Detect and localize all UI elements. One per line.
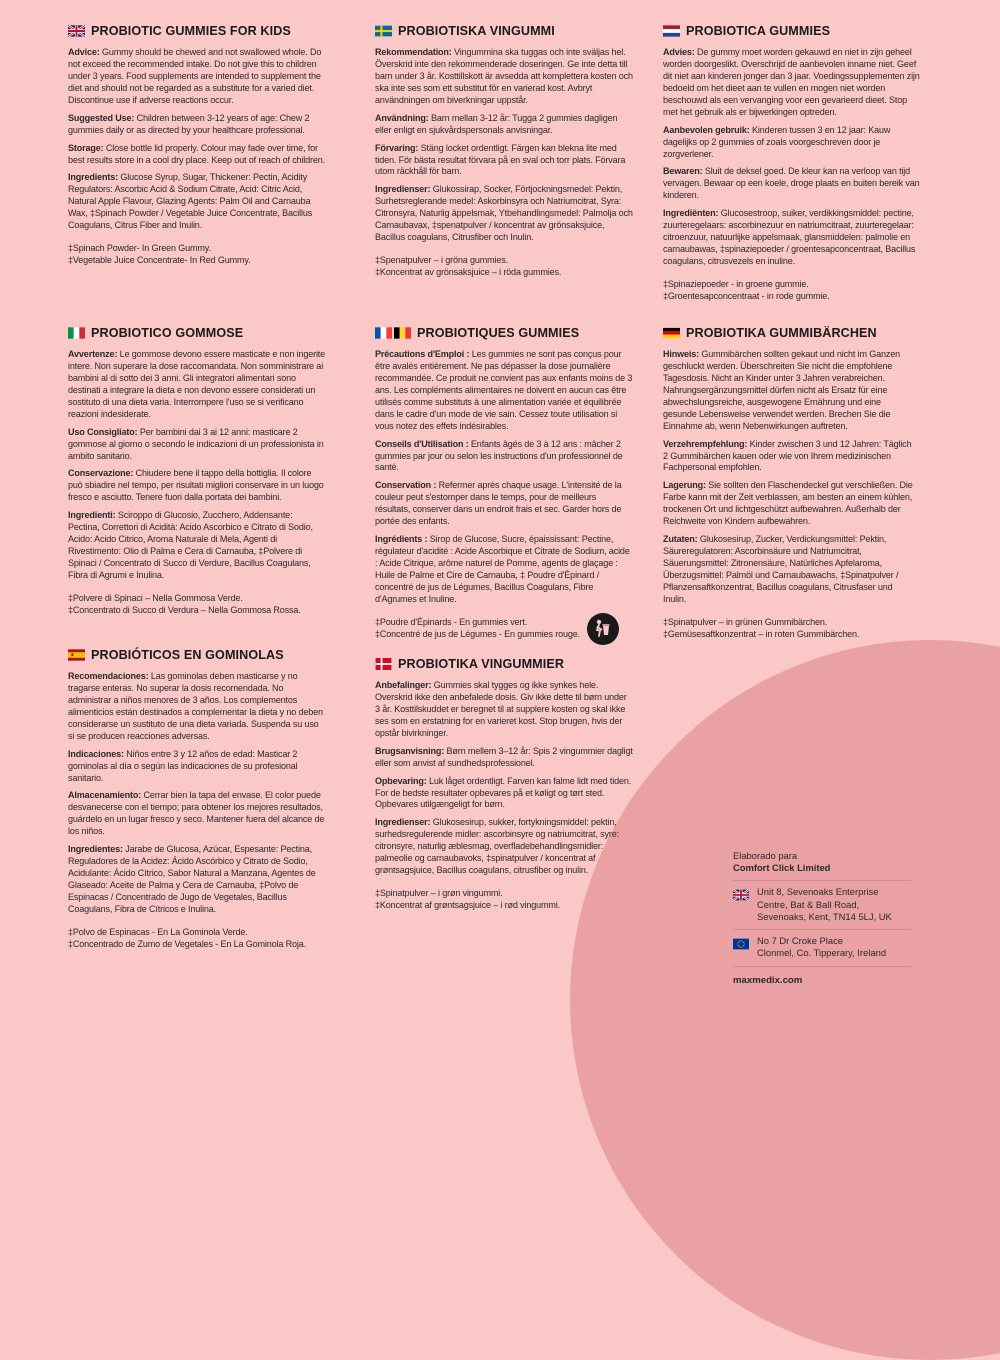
info-text: Las gominolas deben masticarse y no tragarse enteras. No superar la dosis recomendada. No administrar a niños menores de 3 años. Los complementos alimenticios están destinados a complementar la dieta y no deben considerarse un sustituto de una dieta variada. Suspenda su uso si se producen reacciones adversas. [68,671,323,741]
section-france [375,326,633,641]
manufacturer-block [733,850,913,986]
info-label: Ingrédients : [375,534,428,545]
info-paragraph [375,47,633,107]
uk-flag-icon [68,25,85,37]
flags [375,658,392,670]
info-label: Conservation : [375,480,437,491]
section-italy [68,326,326,617]
info-text: Kinder zwischen 3 und 12 Jahren: Täglich 2 Gummibärchen kauen oder wie von Ihrem medizinischen Fachpersonal empfohlen. [663,438,912,473]
info-text: Gummies skal tygges og ikke synkes hele. Overskrid ikke den anbefalede dosis. Giv ikke dette til børn under 3 år. Kosttilskuddet er beregnet til at supplere kosten og skal ikke ses som en erstatning for en varieret kost. Stop brugen, hvis der opstår bivirkninger. [375,680,627,738]
info-paragraph [375,534,633,606]
info-paragraph [68,427,326,463]
footnote: ‡Concentré de jus de Légumes - En gummies rouge. [375,628,581,639]
uk-address-line: Sevenoaks, Kent, TN14 5LJ, UK [757,910,892,922]
info-label: Ingredientes: [68,844,123,855]
info-label: Ingredienser: [375,184,431,195]
info-label: Ingredienser: [375,817,431,828]
info-text: Gummibärchen sollten gekaut und nicht im Ganzen geschluckt werden. Überschreiten Sie nicht die empfohlene Tagesdosis. Nicht an Kinder unter 3 Jahren verabreichen. Nahrungsergänzungsmittel dürfen nicht als Ersatz für eine abwechslungsreiche, ausgewogene Ernährung und eine gesunde Lebensweise verwendet werden. Brechen Sie die Einnahme ab, wenn Nebenwirkungen auftreten. [663,349,900,431]
info-paragraph [68,47,326,107]
tidyman-recycle-icon [587,613,619,645]
info-text: Sirop de Glucose, Sucre, épaississant: Pectine, régulateur d'acidité : Acide Ascorbique et Citrate de Sodium, acide : Acide Citrique, arôme naturel de Pomme, agents de glaçage : Huile de Palme et Cire de Carnauba, ‡ Poudre d'Épinard / concentré de jus de Légumes, Bacillus Coagulans, Fibre d'Agrumes et Inuline. [375,534,630,604]
section-title [68,326,326,340]
info-label: Hinweis: [663,349,699,359]
info-paragraph [663,208,921,268]
flags [68,327,85,339]
section-title [375,326,633,340]
info-paragraph [68,468,326,504]
info-text: Sluit de deksel goed. De kleur kan na verloop van tijd vervagen. Bewaar op een koele, droge plaats en buiten bereik van kinderen. [663,166,920,201]
info-paragraph [68,143,326,167]
info-label: Storage: [68,142,104,153]
info-text: Chiudere bene il tappo della bottiglia. Il colore può sbiadire nel tempo, per risultati migliori conservare in un luogo fresco e asciutto. Tenere fuori dalla portata dei bambini. [68,468,324,503]
info-text: Per bambini dai 3 ai 12 anni: masticare 2 gommose al giorno o secondo le indicazioni di un professionista in ambito sanitario. [68,426,324,461]
flags [68,25,85,37]
info-paragraph [663,480,915,528]
info-paragraph [375,817,633,877]
info-label: Précautions d'Emploi : [375,349,470,359]
uk-address [733,886,913,923]
info-label: Uso Consigliato: [68,426,138,437]
info-text: Le gommose devono essere masticate e non ingerite intere. Non superare la dose raccomandata. Non somministrare ai bambini al di sotto dei 3 anni. Gli integratori alimentari sono destinati a integrare la dieta e non devono essere considerati un sostituto di una dieta varia. Interrompere l'uso se si verificano reazioni indesiderate. [68,349,326,419]
info-label: Användning: [375,112,429,123]
section-netherlands [663,24,921,303]
info-text: Vingummina ska tuggas och inte sväljas hel. Överskrid inte den rekommenderade doseringen. Ge inte detta till barn under 3 år. Kosttillskott är avsedda att komplettera kosten och ska inte ses som ett substitut för en varierad kost. Avbryt användningen om biverkningar uppstår. [375,47,633,105]
info-label: Rekommendation: [375,47,452,57]
info-paragraph [663,534,915,606]
spain-flag-icon [68,649,85,661]
info-paragraph [663,349,915,433]
footnote: ‡Spinach Powder- In Green Gummy. [68,243,211,254]
info-paragraph [375,776,633,812]
footnote: ‡Concentrato di Succo di Verdura – Nella Gommosa Rossa. [68,604,301,615]
flags [375,327,411,339]
ie-address-line: No 7 Dr Croke Place [757,935,843,947]
info-label: Ingredienti: [68,510,116,521]
italy-flag-icon [68,327,85,339]
info-paragraph [68,749,326,785]
info-label: Lagerung: [663,480,706,491]
info-text: Glucose Syrup, Sugar, Thickener: Pectin, Acidity Regulators: Ascorbic Acid & Sodium Citrate, Acid: Citric Acid, Natural Apple Flavour, Glazing Agents: Palm Oil and Carnauba Wax, ‡Spinach Powder / Vegetable Juice Concentrate, Bacillus Coagulans, Citrus Fiber and Inulin. [68,172,313,231]
denmark-flag-icon [375,658,392,670]
company-name: Comfort Click Limited [733,862,831,874]
info-paragraph [663,47,921,119]
info-paragraph [375,184,633,244]
footnote: ‡Spinatpulver – i grøn vingummi. [375,888,503,899]
info-paragraph [68,510,326,582]
info-paragraph [68,349,326,421]
footnote: ‡Concentrado de Zumo de Vegetales - En La Gominola Roja. [68,938,307,949]
info-label: Opbevaring: [375,775,427,786]
info-paragraph [375,439,633,475]
section-title [663,24,921,38]
info-label: Brugsanvisning: [375,745,445,756]
info-text: Glukosesirup, sukker, fortykningsmiddel: pektin, surhedsregulerende midler: ascorbinsyre og natriumcitrat, syre: citronsyre, naturlig æblesmag, overfladebehandlingsmidler: palmeolie og carnaubavoks, ‡spinatpulver / koncentrat af grøntsagsjuice, Bacillus coagulans, citrusfiber og inulin. [375,817,619,876]
eu-flag-icon [733,938,749,950]
section-title-text: PROBIOTIC GUMMIES FOR KIDS [91,24,291,38]
divider [733,880,911,881]
belgium-flag-icon [394,327,411,339]
info-text: Children between 3-12 years of age: Chew 2 gummies daily or as directed by your healthcare professional. [68,112,310,135]
info-text: Sciroppo di Glucosio, Zucchero, Addensante: Pectina, Correttori di Acidità: Acido Ascorbico e Citrato di Sodio, Acido: Acido Citrico, Aroma Naturale di Mela, Agenti di Rivestimento: Olio di Palma e Cera di Carnauba, ‡Polvere di Spinaci / Concentrato di Succo di Verdure, Bacillus Coagulans, Fibra di Agrumi e Inulina. [68,510,313,580]
ie-address-line: Clonmel, Co. Tipperary, Ireland [757,947,887,959]
footnote: ‡Polvere di Spinaci – Nella Gommosa Verde. [68,592,243,603]
netherlands-flag-icon [663,25,680,37]
info-paragraph [68,790,326,838]
footnote: ‡Spinaziepoeder - in groene gummie. [663,278,809,289]
flags [68,649,85,661]
info-text: Stäng locket ordentligt. Färgen kan blekna lite med tiden. För bästa resultat förvara på en sval och torr plats. Förvara utom räckhåll för barn. [375,142,626,177]
info-text: Enfants âgés de 3 à 12 ans : mâcher 2 gummies par jour ou selon les instructions d'un professionnel de santé. [375,438,623,473]
france-flag-icon [375,327,392,339]
footnote: ‡Polvo de Espinacas - En La Gominola Verde. [68,926,248,937]
info-text: Kinderen tussen 3 en 12 jaar: Kauw dagelijks op 2 gummies of zoals voorgeschreven door je zorgverlener. [663,124,891,159]
info-label: Almacenamiento: [68,790,142,801]
info-text: Niños entre 3 y 12 años de edad: Masticar 2 gominolas al día o según las indicaciones de su profesional sanitario. [68,748,298,783]
ie-address [733,935,913,959]
info-text: Luk låget ordentligt. Farven kan falme lidt med tiden. For de bedste resultater opbevares på et køligt og tørt sted. Opbevares utilgængeligt for børn. [375,775,632,810]
info-text: Børn mellem 3–12 år: Spis 2 vingummier dagligt eller som anvist af sundhedsprofessionel. [375,745,633,768]
info-text: Refermer après chaque usage. L'intensité de la couleur peut s'estomper dans le temps, pour de meilleurs résultats, conserver dans un endroit frais et sec. Garder hors de portée des enfants. [375,480,622,527]
info-text: Gummy should be chewed and not swallowed whole. Do not exceed the recommended intake. Do not give this to children under 3 years. Food supplements are intended to supplement the diet and should not be regarded as a substitute for a varied diet. Discontinue use if adverse reactions occur. [68,47,322,105]
divider [733,966,911,967]
footnote: ‡Spinatpulver – in grünen Gummibärchen. [663,616,828,627]
section-title-text: PROBIOTICO GOMMOSE [91,326,244,340]
section-title [68,24,326,38]
info-label: Ingrediënten: [663,208,719,219]
footnote: ‡Koncentrat av grönsaksjuice – i röda gummies. [375,267,562,277]
section-title-text: PROBIOTIKA VINGUMMIER [398,657,565,671]
footnote: ‡Gemüsesaftkonzentrat – in roten Gummibärchen. [663,628,860,639]
info-paragraph [375,480,633,528]
section-title [663,326,915,340]
flags [663,327,680,339]
flags [663,25,680,37]
germany-flag-icon [663,327,680,339]
info-label: Advice: [68,47,100,57]
info-label: Aanbevolen gebruik: [663,124,750,135]
info-paragraph [375,746,633,770]
divider [733,929,911,930]
website-link[interactable]: maxmedix.com [733,974,803,986]
footnote: ‡Groentesapconcentraat - in rode gummie. [663,290,830,301]
info-label: Anbefalinger: [375,680,432,690]
footnote: ‡Koncentrat af grøntsagsjuice – i rød vingummi. [375,900,561,910]
info-label: Suggested Use: [68,112,135,123]
info-paragraph [68,113,326,137]
info-text: Glucosestroop, suiker, verdikkingsmiddel: pectine, zuurteregelaars: ascorbinezuur en natriumcitraat, zuurteregelaar: citroenzuur, natuurlijke appelsmaak, glansmiddelen: palmolie en carnaubawas, ‡spinaziepoeder / groentesapconcentraat, Bacillus coagulans, citrusvezels en inuline. [663,208,916,266]
info-label: Zutaten: [663,534,698,545]
made-for-label: Elaborado para [733,850,798,861]
info-label: Bewaren: [663,166,703,177]
section-title [68,648,326,662]
info-text: Glukossirap, Socker, Förtjockningsmedel: Pektin, Surhetsreglerande medel: Askorbinsyra och Natriumcitrat, Syra: Citronsyra, Naturlig äppelsmak, Ytbehandlingsmedel: Palmolja och Carnaubavax, ‡spenatpulver / koncentrat av grönsaksjuice, Bacillus coagulans, Citrusfiber och Inulin. [375,184,633,243]
uk-address-line: Centre, Bat & Ball Road, [757,898,860,910]
info-text: Barn mellan 3-12 år: Tugga 2 gummies dagligen eller enligt en sjukvårdspersonals anvisningar. [375,112,618,135]
info-label: Recomendaciones: [68,671,149,681]
info-paragraph [68,172,326,232]
section-title [375,657,633,671]
footnote: ‡Vegetable Juice Concentrate- In Red Gummy. [68,255,251,266]
info-label: Ingredients: [68,172,118,183]
info-label: Avvertenze: [68,349,118,359]
section-uk [68,24,326,267]
info-label: Verzehrempfehlung: [663,438,748,449]
info-text: De gummy moet worden gekauwd en niet in zijn geheel worden doorgeslikt. Overschrijd de aanbevolen inname niet. Geef dit niet aan kinderen jonger dan 3 jaar. Voedingssupplementen zijn bedoeld om het dieet aan te vullen en mogen niet worden beschouwd als een vervanging voor een gevarieerd dieet. Stop met het gebruik als er bijwerkingen optreden. [663,47,920,117]
info-paragraph [375,680,633,740]
info-label: Advies: [663,47,695,57]
section-sweden [375,24,633,279]
info-paragraph [375,143,633,179]
sweden-flag-icon [375,25,392,37]
footnote: ‡Poudre d'Épinards - En gummies vert. [375,616,528,627]
footnote: ‡Spenatpulver – i gröna gummies. [375,255,508,266]
info-text: Cerrar bien la tapa del envase. El color puede desvanecerse con el tiempo; para obtener los mejores resultados, guárdelo en un lugar fresco y seco. Mantener fuera del alcance de los niños. [68,790,325,837]
info-text: Close bottle lid properly. Colour may fade over time, for best results store in a cool dry place. Keep out of reach of children. [68,142,326,165]
section-title-text: PROBIOTIKA GUMMIBÄRCHEN [686,326,877,340]
uk-flag-icon [733,889,749,901]
section-denmark [375,657,633,912]
info-paragraph [68,671,326,743]
section-title-text: PROBIOTICA GUMMIES [686,24,831,38]
section-title-text: PROBIOTIQUES GUMMIES [417,326,580,340]
background-circle [570,640,1000,1360]
section-title-text: PROBIOTISKA VINGUMMI [398,24,555,38]
section-title-text: PROBIÓTICOS EN GOMINOLAS [91,648,284,662]
info-text: Glukosesirup, Zucker, Verdickungsmittel: Pektin, Säureregulatoren: Ascorbinsäure und Natriumcitrat, Säuerungsmittel: Zitronensäure, Natürliches Apfelaroma, Überzugsmittel: Palmöl und Carnaubawachs, ‡Spinatpulver / Pflanzensaftkonzentrat, Bacillus coagulans, Citrusfaser und Inulin. [663,534,899,604]
info-text: Sie sollten den Flaschendeckel gut verschließen. Die Farbe kann mit der Zeit verblassen, am besten an einem kühlen, trockenen Ort und lichtgeschützt aufbewahren. Außerhalb der Reichweite von Kindern aufbewahren. [663,480,913,527]
info-text: Les gummies ne sont pas conçus pour être avalés entièrement. Ne pas dépasser la dose journalière recommandée. Ce produit ne convient pas aux enfants moins de 3 ans. Les compléments alimentaires ne doivent en aucun cas être utilisés comme substituts à une alimentation variée et équilibrée dans le cadre d'un mode de vie sain. Cessez toute utilisation si vous notez des effets indésirables. [375,349,633,431]
info-paragraph [663,125,921,161]
info-paragraph [663,439,915,475]
info-paragraph [68,844,326,916]
info-label: Indicaciones: [68,748,124,759]
section-spain [68,648,326,951]
info-paragraph [663,166,921,202]
info-label: Förvaring: [375,142,419,153]
section-title [375,24,633,38]
info-paragraph [375,349,633,433]
section-germany [663,326,915,641]
info-label: Conservazione: [68,468,134,479]
info-paragraph [375,113,633,137]
uk-address-line: Unit 8, Sevenoaks Enterprise [757,886,879,898]
info-text: Jarabe de Glucosa, Azúcar, Espesante: Pectina, Reguladores de la Acidez: Ácido Ascórbico y Citrato de Sodio, Acidulante: Ácido Cítrico, Sabor Natural a Manzana, Agentes de Glaseado: Aceite de Palma y Cera de Carnauba, ‡Polvo de Espinacas / Concentrado de Jugo de Vegetales, Bacillus Coagulans, Fibra de Cítricos e Inulina. [68,844,316,914]
flags [375,25,392,37]
info-label: Conseils d'Utilisation : [375,438,469,449]
